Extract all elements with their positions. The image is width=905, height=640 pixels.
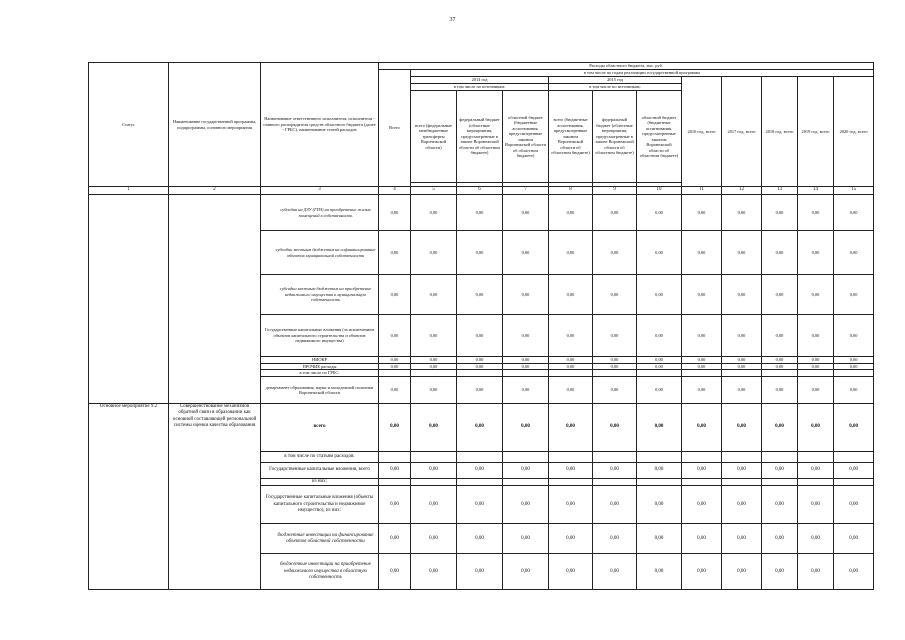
value-cell: 0,00 — [722, 554, 762, 590]
header-total: Всего — [379, 70, 411, 187]
value-cell: 0,00 — [637, 486, 682, 524]
value-cell: 0,00 — [457, 524, 503, 554]
value-cell: 0,00 — [457, 554, 503, 590]
value-cell: 0,00 — [411, 195, 457, 231]
value-cell: 0,00 — [637, 463, 682, 479]
value-cell: 0,00 — [503, 363, 549, 370]
header-src-regional-2015: областной бюджет (бюджетные ассигнования, предусмотренные законом Воронежской области об областном бюджете) — [637, 91, 682, 183]
value-cell: 0,00 — [798, 231, 834, 275]
value-cell: 0,00 — [379, 463, 411, 479]
page-number: 37 — [449, 17, 456, 23]
value-cell: 0,00 — [457, 357, 503, 364]
value-cell: 0,00 — [798, 357, 834, 364]
value-cell: 0,00 — [457, 486, 503, 524]
col-num: 2 — [169, 187, 261, 195]
value-cell: 0,00 — [762, 231, 798, 275]
value-cell: 0,00 — [549, 275, 593, 315]
row-label: субсидии на ДЗУ (ГПЗ) на приобретение жилых помещений в собственность — [261, 195, 379, 231]
value-cell: 0,00 — [457, 231, 503, 275]
value-cell: 0,00 — [503, 524, 549, 554]
value-cell: 0,00 — [798, 554, 834, 590]
value-cell: 0,00 — [762, 315, 798, 357]
value-cell: 0,00 — [834, 463, 874, 479]
value-cell: 0,00 — [637, 524, 682, 554]
value-cell: 0,00 — [762, 554, 798, 590]
value-cell: 0,00 — [411, 404, 457, 452]
value-cell: 0,00 — [593, 404, 637, 452]
row-label: в том числе по статьям расходов: — [261, 452, 379, 463]
value-cell: 0,00 — [503, 404, 549, 452]
value-cell: 0,00 — [593, 524, 637, 554]
col-num: 5 — [411, 187, 457, 195]
value-cell: 0,00 — [379, 377, 411, 404]
value-cell: 0,00 — [549, 524, 593, 554]
value-cell: 0,00 — [722, 357, 762, 364]
value-cell: 0,00 — [549, 377, 593, 404]
value-cell: 0,00 — [682, 363, 722, 370]
value-cell: 0,00 — [722, 195, 762, 231]
value-cell: 0,00 — [411, 231, 457, 275]
header-2017: 2017 год, всего — [722, 77, 762, 187]
row-label: Государственные капитальные вложения (за исключением объектов капитального строительства и объектов недвижимого имущества) — [261, 315, 379, 357]
value-cell: 0,00 — [549, 357, 593, 364]
status-cell: Основное мероприятие 9.2 — [89, 404, 169, 590]
row-label: в том числе по ГРБС: — [261, 370, 379, 377]
column-number-row — [89, 187, 874, 195]
col-num: 4 — [379, 187, 411, 195]
value-cell: 0,00 — [798, 363, 834, 370]
col-num: 1 — [89, 187, 169, 195]
value-cell: 0,00 — [762, 357, 798, 364]
value-cell: 0,00 — [593, 463, 637, 479]
value-cell: 0,00 — [834, 524, 874, 554]
col-num: 6 — [457, 187, 503, 195]
budget-table — [88, 62, 874, 590]
header-sources-2015: в том числе по источникам: — [549, 84, 682, 91]
value-cell: 0,00 — [637, 377, 682, 404]
value-cell: 0,00 — [593, 275, 637, 315]
value-cell: 0,00 — [762, 377, 798, 404]
value-cell: 0,00 — [379, 554, 411, 590]
value-cell: 0,00 — [682, 377, 722, 404]
value-cell: 0,00 — [834, 315, 874, 357]
header-2018: 2018 год, всего — [762, 77, 798, 187]
value-cell: 0,00 — [549, 231, 593, 275]
value-cell: 0,00 — [457, 275, 503, 315]
value-cell: 0,00 — [682, 357, 722, 364]
value-cell: 0,00 — [722, 463, 762, 479]
value-cell: 0,00 — [411, 363, 457, 370]
value-cell: 0,00 — [762, 363, 798, 370]
value-cell: 0,00 — [722, 315, 762, 357]
value-cell: 0,00 — [637, 315, 682, 357]
value-cell: 0,00 — [798, 315, 834, 357]
value-cell: 0,00 — [593, 486, 637, 524]
value-cell: 0,00 — [411, 357, 457, 364]
table-row — [89, 195, 874, 231]
value-cell: 0,00 — [637, 554, 682, 590]
value-cell: 0,00 — [798, 404, 834, 452]
value-cell: 0,00 — [593, 363, 637, 370]
row-label: бюджетные инвестиции на приобретение недвижимого имущества в областную собственность — [261, 554, 379, 590]
value-cell: 0,00 — [834, 231, 874, 275]
col-num: 14 — [798, 187, 834, 195]
value-cell: 0,00 — [379, 231, 411, 275]
value-cell: 0,00 — [722, 486, 762, 524]
value-cell: 0,00 — [682, 231, 722, 275]
header-sources-2014: в том числе по источникам: — [411, 84, 549, 91]
value-cell: 0,00 — [682, 486, 722, 524]
value-cell: 0,00 — [593, 554, 637, 590]
value-cell: 0,00 — [457, 404, 503, 452]
value-cell: 0,00 — [549, 315, 593, 357]
value-cell: 0,00 — [457, 315, 503, 357]
col-num: 10 — [637, 187, 682, 195]
value-cell: 0,00 — [593, 231, 637, 275]
program-name-cell: Совершенствование механизмов обратной связи в образовании как основной составляющей региональной системы оценки качества образования — [169, 404, 261, 590]
value-cell: 0,00 — [411, 554, 457, 590]
value-cell: 0,00 — [834, 195, 874, 231]
col-num: 13 — [762, 187, 798, 195]
value-cell: 0,00 — [411, 275, 457, 315]
value-cell: 0,00 — [722, 524, 762, 554]
header-status: Статус — [89, 63, 169, 187]
value-cell: 0,00 — [503, 315, 549, 357]
col-num: 3 — [261, 187, 379, 195]
value-cell: 0,00 — [762, 404, 798, 452]
value-cell: 0,00 — [637, 195, 682, 231]
row-label: Государственные капитальные вложения (объекты капитального строительства и недвижимое имущество), из них: — [261, 486, 379, 524]
value-cell: 0,00 — [379, 524, 411, 554]
value-cell: 0,00 — [549, 463, 593, 479]
value-cell: 0,00 — [834, 357, 874, 364]
table-row — [89, 404, 874, 452]
value-cell: 0,00 — [762, 275, 798, 315]
value-cell: 0,00 — [549, 363, 593, 370]
header-2020: 2020 год, всего — [834, 77, 874, 187]
value-cell: 0,00 — [762, 463, 798, 479]
value-cell: 0,00 — [637, 275, 682, 315]
value-cell: 0,00 — [411, 524, 457, 554]
value-cell: 0,00 — [762, 486, 798, 524]
value-cell: 0,00 — [682, 195, 722, 231]
col-num: 11 — [682, 187, 722, 195]
row-label: из них: — [261, 479, 379, 486]
value-cell: 0,00 — [722, 363, 762, 370]
header-budget-subtitle: в том числе по годам реализации государственной программы — [411, 70, 874, 77]
header-2019: 2019 год, всего — [798, 77, 834, 187]
row-label: бюджетные инвестиции на финансирование объектов областной собственности — [261, 524, 379, 554]
row-label-total: всего — [261, 404, 379, 452]
value-cell: 0,00 — [549, 404, 593, 452]
row-label: ПРОЧИЕ расходы — [261, 363, 379, 370]
header-program-name: Наименование государственной программы, подпрограммы, основного мероприятия — [169, 63, 261, 187]
value-cell: 0,00 — [834, 554, 874, 590]
value-cell: 0,00 — [798, 463, 834, 479]
header-src-own-2014: всего (федеральные межбюджетные трансферты Воронежской области) — [411, 91, 457, 183]
header-budget-title: Расходы областного бюджета, тыс. руб. — [379, 63, 874, 70]
value-cell: 0,00 — [722, 231, 762, 275]
value-cell: 0,00 — [682, 315, 722, 357]
header-src-federal-2014: федеральный бюджет (областные мероприятия, предусмотренные в законе Воронежской области об областном бюджете) — [457, 91, 503, 183]
value-cell: 0,00 — [379, 195, 411, 231]
value-cell: 0,00 — [457, 377, 503, 404]
value-cell: 0,00 — [722, 404, 762, 452]
value-cell: 0,00 — [798, 486, 834, 524]
value-cell: 0,00 — [593, 357, 637, 364]
value-cell: 0,00 — [637, 231, 682, 275]
value-cell: 0,00 — [637, 357, 682, 364]
value-cell: 0,00 — [798, 195, 834, 231]
value-cell: 0,00 — [722, 275, 762, 315]
value-cell: 0,00 — [593, 315, 637, 357]
value-cell: 0,00 — [834, 377, 874, 404]
value-cell: 0,00 — [834, 404, 874, 452]
value-cell: 0,00 — [682, 463, 722, 479]
value-cell: 0,00 — [682, 554, 722, 590]
header-year-2015: 2015 год — [549, 77, 682, 84]
value-cell: 0,00 — [549, 554, 593, 590]
col-num: 7 — [503, 187, 549, 195]
value-cell: 0,00 — [457, 363, 503, 370]
value-cell: 0,00 — [411, 486, 457, 524]
row-label: субсидии местным бюджетам на софинансирование объектов муниципальной собственности — [261, 231, 379, 275]
value-cell: 0,00 — [411, 315, 457, 357]
col-num: 12 — [722, 187, 762, 195]
value-cell: 0,00 — [682, 275, 722, 315]
header-src-regional-2014: областной бюджет (бюджетные ассигнования, предусмотренные законом Воронежской области об областном бюджете) — [503, 91, 549, 183]
value-cell: 0,00 — [503, 231, 549, 275]
value-cell: 0,00 — [637, 404, 682, 452]
col-num: 9 — [593, 187, 637, 195]
value-cell: 0,00 — [379, 486, 411, 524]
value-cell: 0,00 — [503, 554, 549, 590]
value-cell: 0,00 — [762, 524, 798, 554]
value-cell: 0,00 — [503, 357, 549, 364]
header-2016: 2016 год, всего — [682, 77, 722, 187]
value-cell: 0,00 — [834, 363, 874, 370]
value-cell: 0,00 — [834, 486, 874, 524]
value-cell: 0,00 — [503, 195, 549, 231]
value-cell: 0,00 — [798, 524, 834, 554]
value-cell: 0,00 — [798, 275, 834, 315]
value-cell: 0,00 — [798, 377, 834, 404]
value-cell: 0,00 — [637, 363, 682, 370]
value-cell: 0,00 — [549, 195, 593, 231]
row-label: Государственные капитальные вложения, всего — [261, 463, 379, 479]
header-year-2014: 2014 год — [411, 77, 549, 84]
program-cell-empty — [169, 195, 261, 404]
value-cell: 0,00 — [503, 486, 549, 524]
value-cell: 0,00 — [457, 195, 503, 231]
value-cell: 0,00 — [379, 404, 411, 452]
col-num: 15 — [834, 187, 874, 195]
value-cell: 0,00 — [593, 195, 637, 231]
value-cell: 0,00 — [549, 486, 593, 524]
status-cell-empty — [89, 195, 169, 404]
value-cell: 0,00 — [379, 315, 411, 357]
value-cell: 0,00 — [682, 404, 722, 452]
value-cell: 0,00 — [379, 275, 411, 315]
value-cell: 0,00 — [411, 463, 457, 479]
value-cell: 0,00 — [411, 377, 457, 404]
header-executor: Наименование ответственного исполнителя, исполнителя - главного распорядителя средств областного бюджета (далее - ГРБС), наименование статей расходов — [261, 63, 379, 187]
header-src-own-2015: всего (бюджетные ассигнования, предусмотренные законом Воронежской области об областном бюджете) — [549, 91, 593, 183]
value-cell: 0,00 — [834, 275, 874, 315]
row-label: департамент образования, науки и молодежной политики Воронежской области — [261, 377, 379, 404]
value-cell: 0,00 — [722, 377, 762, 404]
row-label: НИОКР — [261, 357, 379, 364]
value-cell: 0,00 — [379, 363, 411, 370]
value-cell: 0,00 — [593, 377, 637, 404]
value-cell: 0,00 — [503, 377, 549, 404]
value-cell: 0,00 — [503, 463, 549, 479]
value-cell: 0,00 — [762, 195, 798, 231]
value-cell: 0,00 — [457, 463, 503, 479]
col-num: 8 — [549, 187, 593, 195]
value-cell: 0,00 — [503, 275, 549, 315]
value-cell: 0,00 — [682, 524, 722, 554]
row-label: субсидии местным бюджетам на приобретение недвижимого имущества в муниципальную собственность — [261, 275, 379, 315]
value-cell: 0,00 — [379, 357, 411, 364]
header-src-federal-2015: федеральный бюджет (областные мероприятия, предусмотренные в законе Воронежской области об областном бюджете) — [593, 91, 637, 183]
